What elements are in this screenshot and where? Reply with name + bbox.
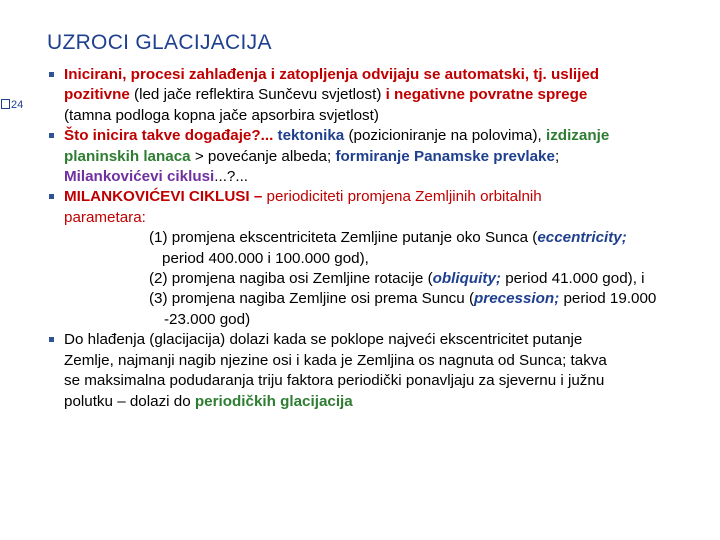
- text-span: izdizanje: [545, 127, 610, 145]
- text-span: ...?...: [214, 168, 249, 186]
- text-span: polutku – dolazi do: [64, 392, 195, 410]
- text-span: (led jače reflektira Sunčevu svjetlost): [129, 86, 386, 104]
- slide-number: [1, 99, 23, 111]
- text-span: period 41.000 god), i: [500, 270, 645, 288]
- text-line: [64, 167, 718, 187]
- text-span: Što inicira takve događaje?...: [64, 127, 278, 145]
- bullet-milankovic: [46, 187, 718, 330]
- text-line: Inicirani, procesi zahlađenja i zatopljenja odvijaju se automatski, tj. uslijed: [64, 66, 600, 83]
- bullet-triggers: [46, 126, 718, 187]
- text-span: periodiciteti promjena Zemljinih orbitalnih: [266, 188, 542, 206]
- text-line: [64, 147, 718, 167]
- bullet-icon: [49, 337, 54, 342]
- slide-title: UZROCI GLACIJACIJA: [47, 31, 272, 54]
- slide-content: [46, 65, 718, 412]
- text-span: eccentricity;: [537, 229, 627, 247]
- bullet-cooling: [46, 330, 718, 412]
- text-span: planinskih lanaca: [64, 147, 191, 165]
- text-span: ;: [554, 147, 560, 165]
- text-span: > povećanje albeda;: [190, 147, 336, 165]
- text-span: Milankovićevi ciklusi: [64, 168, 215, 186]
- text-span: precession;: [474, 290, 560, 308]
- text-span: obliquity;: [432, 270, 501, 288]
- text-span: pozitivne: [64, 86, 130, 104]
- text-span: (pozicioniranje na polovima),: [344, 127, 546, 145]
- text-line: [64, 85, 718, 105]
- text-line: [64, 392, 718, 412]
- text-span: (2) promjena nagiba osi Zemljine rotacije (: [149, 270, 433, 288]
- text-span: period 19.000: [559, 290, 657, 308]
- bullet-icon: [49, 72, 54, 77]
- text-line: Zemlje, najmanji nagib njezine osi i kada je Zemljina os nagnuta od Sunca; takva: [64, 351, 607, 369]
- text-line: parametara:: [64, 208, 146, 226]
- bullet-icon: [49, 133, 54, 138]
- text-line: se maksimalna podudaranja triju faktora periodički ponavljaju za sjevernu i južnu: [64, 372, 605, 390]
- square-bullet-icon: [1, 99, 10, 109]
- text-line: Do hlađenja (glacijacija) dolazi kada se poklope najveći ekscentricitet putanje: [64, 331, 583, 349]
- text-line: -23.000 god): [164, 310, 251, 328]
- text-span: i negativne povratne sprege: [385, 86, 588, 104]
- slide-number-value: 24: [11, 99, 24, 111]
- text-span: tektonika: [277, 127, 345, 145]
- text-span: formiranje Panamske prevlake: [335, 147, 555, 165]
- text-line: (tamna podloga kopna jače apsorbira svjetlost): [64, 106, 379, 124]
- text-span: (1) promjena ekscentriciteta Zemljine putanje oko Sunca (: [149, 229, 538, 247]
- text-line: period 400.000 i 100.000 god),: [162, 249, 369, 267]
- text-span: (3) promjena nagiba Zemljine osi prema Suncu (: [149, 290, 474, 308]
- text-line: [64, 187, 718, 207]
- text-line: [64, 289, 718, 309]
- text-line: [64, 228, 718, 248]
- bullet-feedback: [46, 65, 718, 126]
- text-span: MILANKOVIĆEVI CIKLUSI –: [64, 188, 267, 206]
- text-line: [64, 269, 718, 289]
- bullet-icon: [49, 194, 54, 199]
- text-line: [64, 126, 718, 146]
- text-span: periodičkih glacijacija: [194, 392, 353, 410]
